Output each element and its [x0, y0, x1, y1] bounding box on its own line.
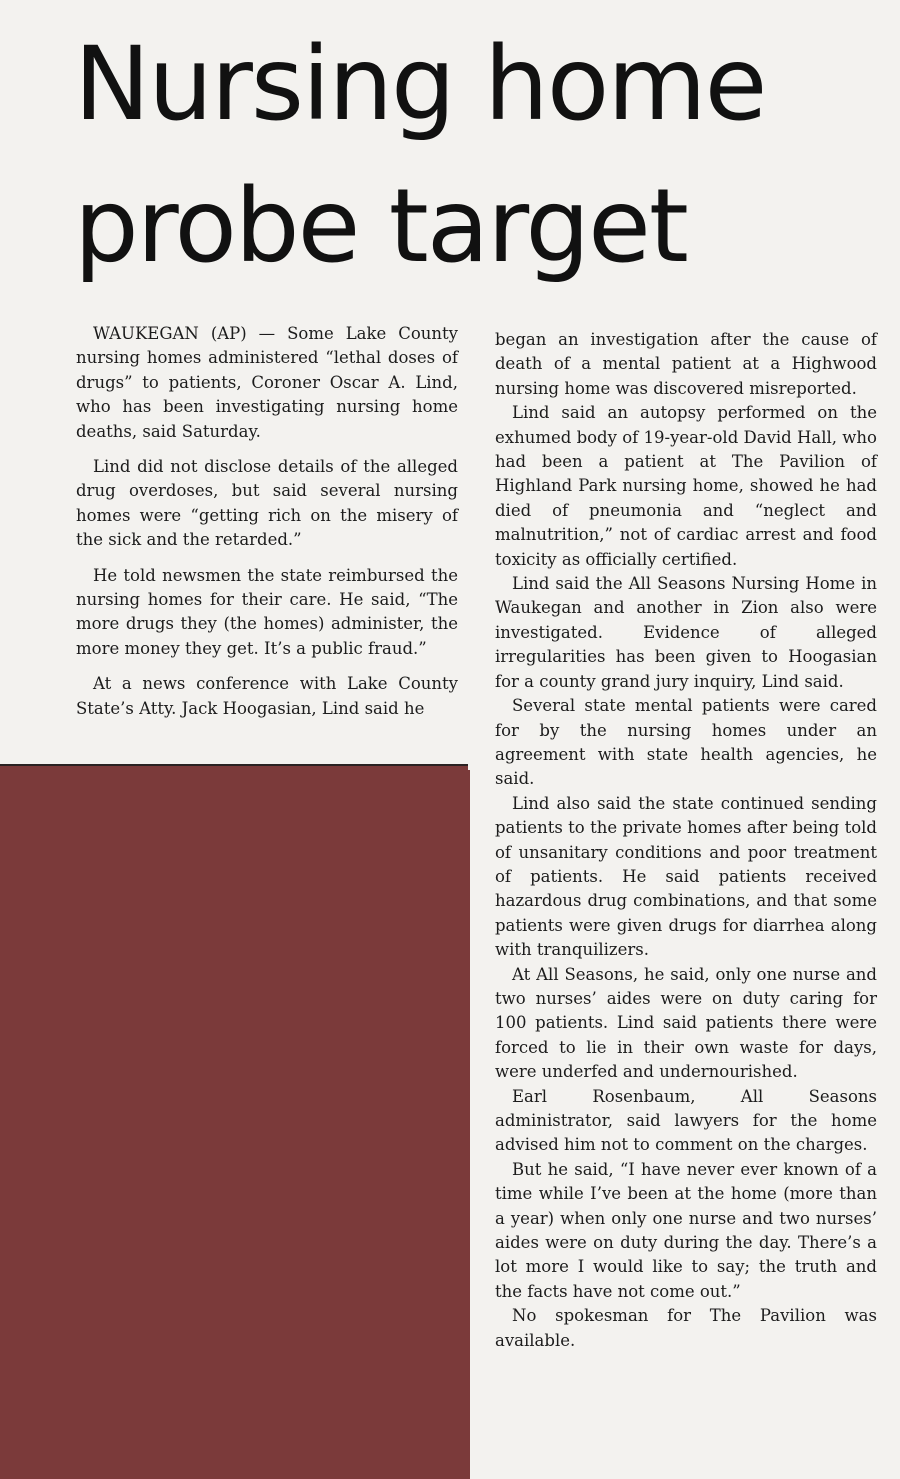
- paragraph: At All Seasons, he said, only one nurse and two nurses’ aides were on duty caring for 100 patients. Lind said patients there were forced to lie in their own waste for days, were underfed and undernourished.: [495, 964, 877, 1082]
- paragraph: At a news conference with Lake County State’s Atty. Jack Hoogasian, Lind said he: [76, 674, 458, 718]
- headline-line-1: Nursing home: [74, 25, 766, 144]
- paragraph: But he said, “I have never ever known of a time while I’ve been at the home (more than a year) when only one nurse and two nurses’ aides were on duty during the day. There’s a lot more I would like to say; the truth and the facts have not come out.”: [495, 1159, 877, 1301]
- left-column: [76, 322, 458, 732]
- headline: [74, 14, 894, 298]
- paragraph: He told newsmen the state reimbursed the nursing homes for their care. He said, “The more drugs they (the homes) administer, the more money they get. It’s a public fraud.”: [76, 565, 458, 658]
- paragraph: began an investigation after the cause of death of a mental patient at a Highwood nursing home was discovered misreported.: [495, 330, 877, 398]
- paragraph: Several state mental patients were cared for by the nursing homes under an agreement with state health agencies, he said.: [495, 696, 877, 789]
- headline-line-2: probe target: [74, 167, 687, 286]
- paragraph: Lind said the All Seasons Nursing Home in Waukegan and another in Zion also were investigated. Evidence of alleged irregularities has been given to Hoogasian for a county grand jury inquiry, Lind said.: [495, 574, 877, 691]
- redaction-block: [0, 770, 470, 1479]
- paragraph: Lind also said the state continued sending patients to the private homes after being told of unsanitary conditions and poor treatment of patients. He said patients received hazardous drug combinations, and that some patients were given drugs for diarrhea along with tranquilizers.: [495, 793, 877, 960]
- paragraph: Lind did not disclose details of the alleged drug overdoses, but said several nursing homes were “getting rich on the misery of the sick and the retarded.”: [76, 457, 458, 550]
- right-column: [495, 328, 877, 1353]
- paragraph: Earl Rosenbaum, All Seasons administrator, said lawyers for the home advised him not to comment on the charges.: [495, 1086, 877, 1155]
- paragraph: WAUKEGAN (AP) — Some Lake County nursing homes administered “lethal doses of drugs” to patients, Coroner Oscar A. Lind, who has been investigating nursing home deaths, said Saturday.: [76, 324, 458, 441]
- paragraph: Lind said an autopsy performed on the exhumed body of 19-year-old David Hall, who had been a patient at The Pavilion of Highland Park nursing home, showed he had died of pneumonia and “neglect and malnutrition,” not of cardiac arrest and food toxicity as officially certified.: [495, 403, 877, 569]
- paragraph: No spokesman for The Pavilion was available.: [495, 1306, 877, 1350]
